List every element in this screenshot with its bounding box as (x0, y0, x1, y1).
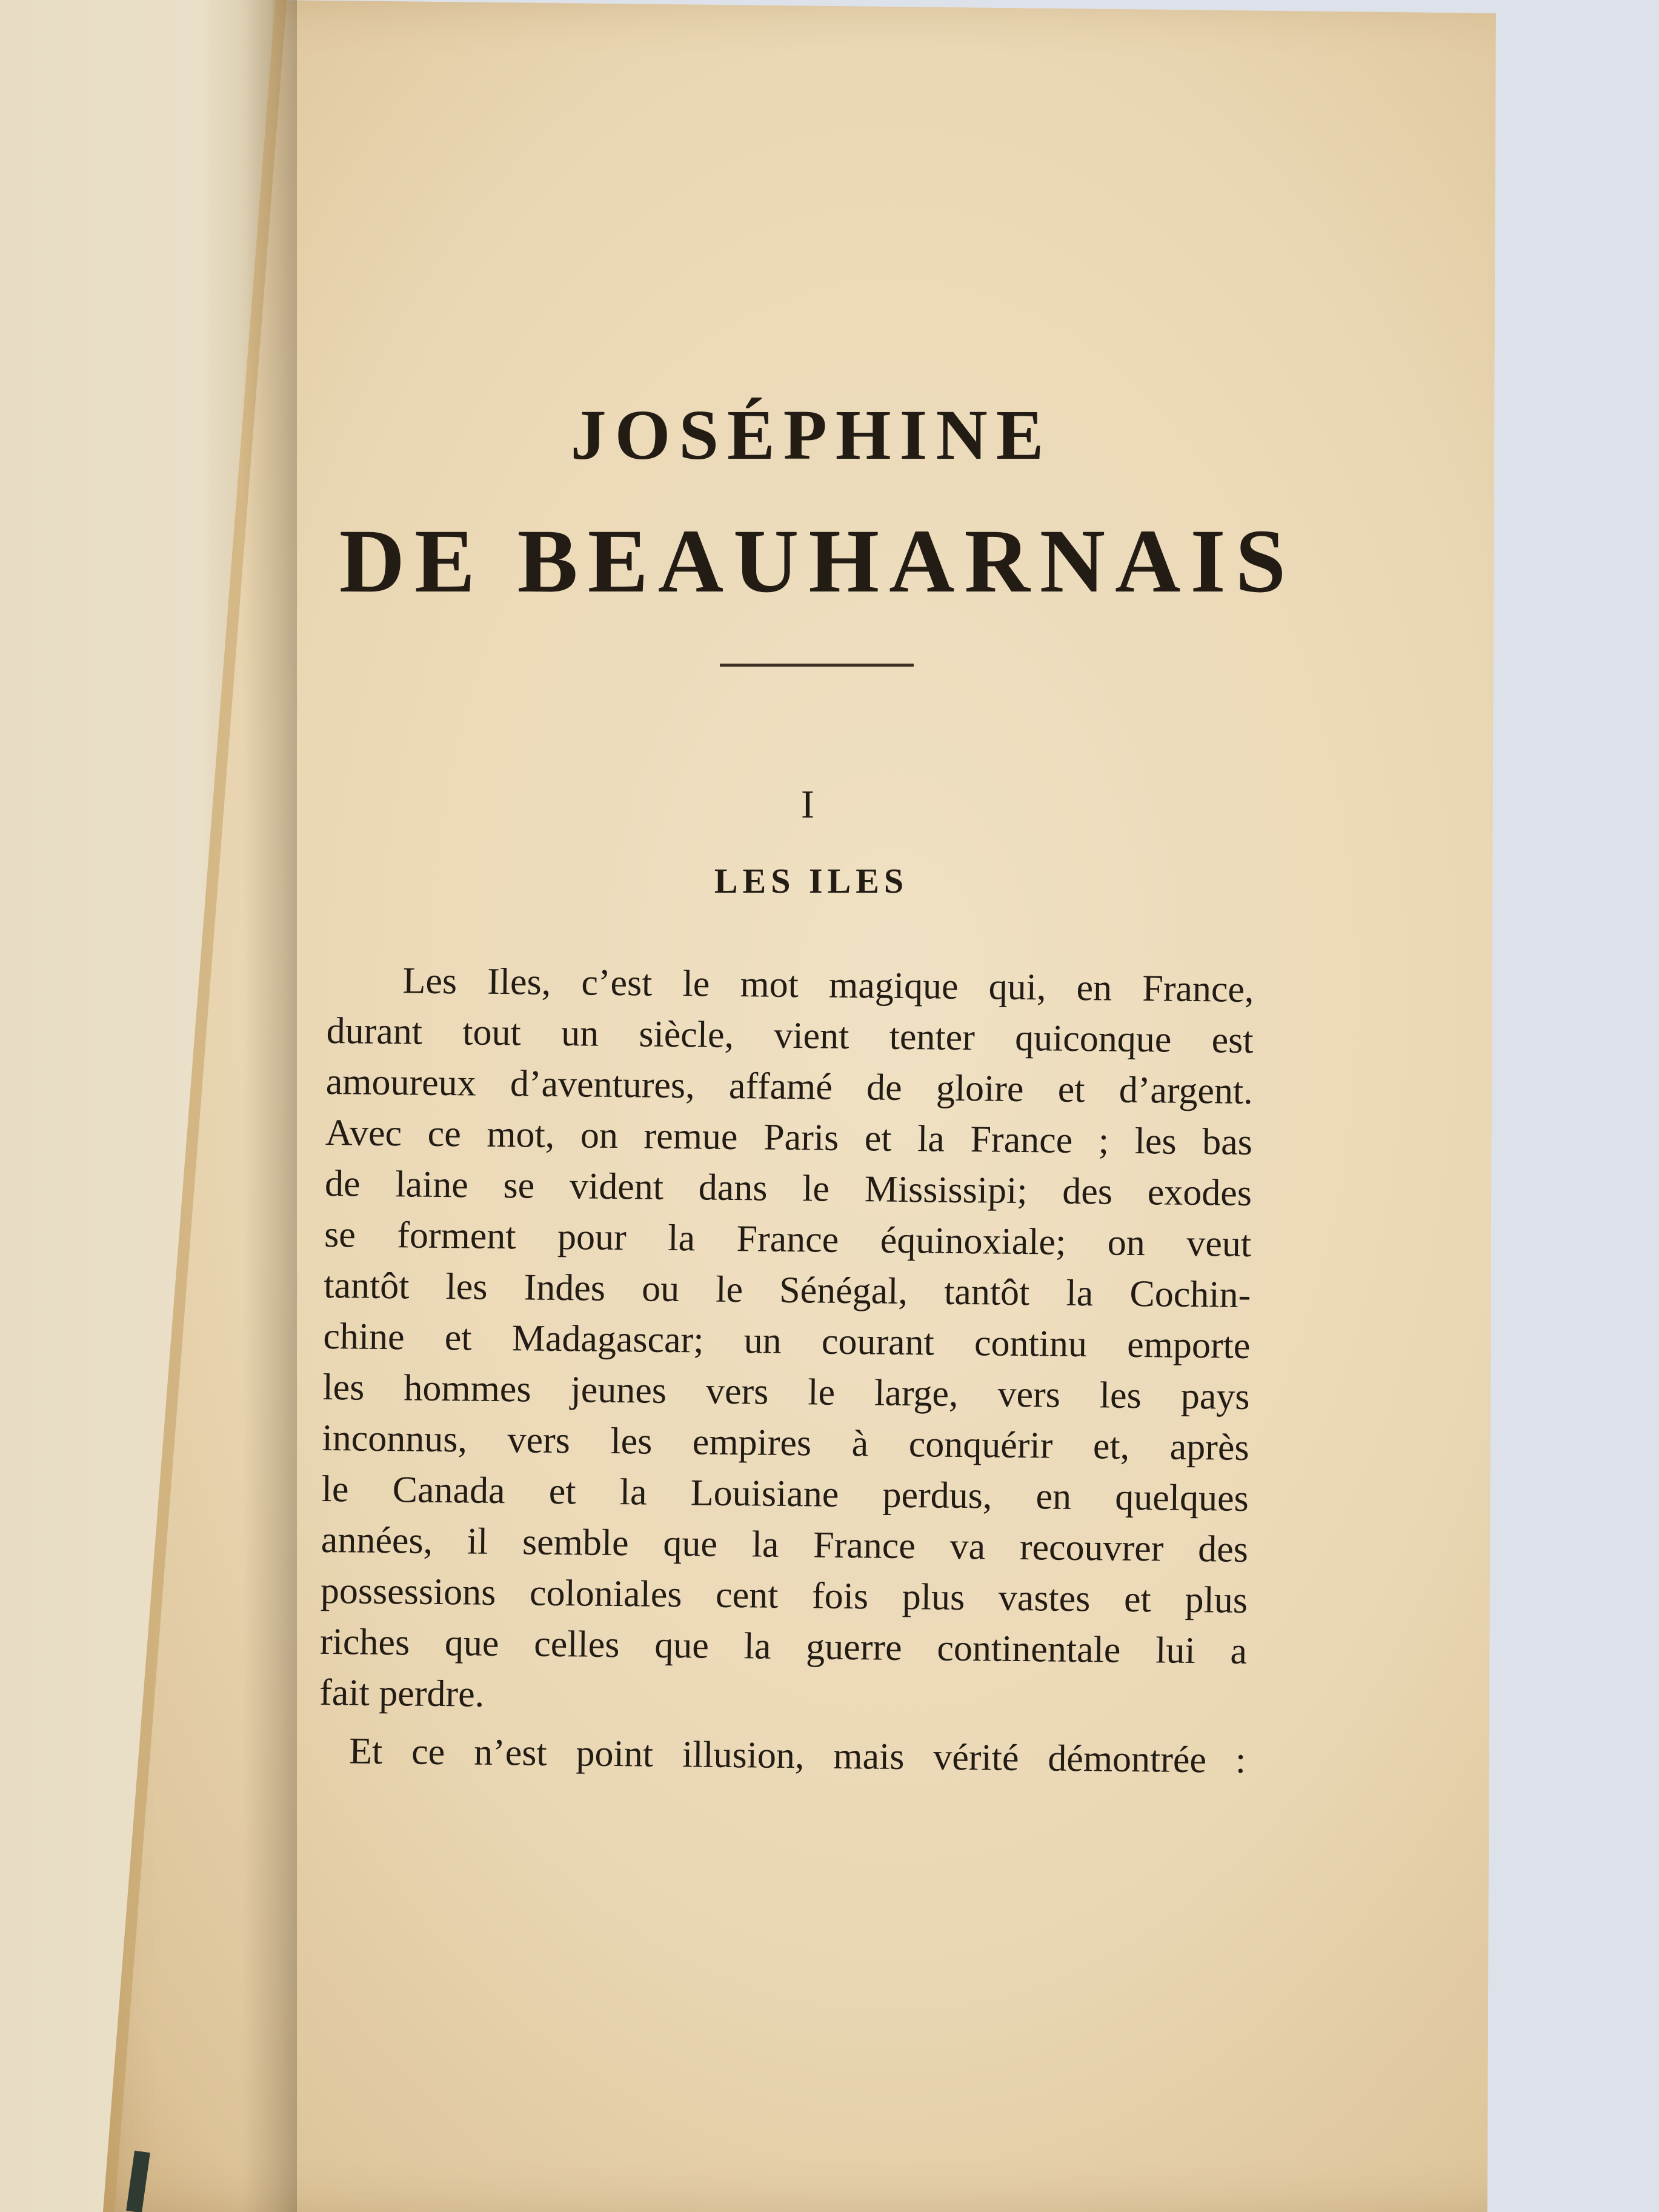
text-line: se forment pour la France équinoxiale; on veut (324, 1213, 1252, 1265)
text-line: tantôt les Indes ou le Sénégal, tantôt la Cochin- (323, 1264, 1251, 1316)
book-title-line2: DE BEAUHARNAIS (339, 511, 1296, 611)
chapter-number: I (801, 782, 814, 827)
text-line: Avec ce mot, on remue Paris et la France ; les bas (325, 1111, 1253, 1164)
text-line: inconnus, vers les empires à conquérir et, après (322, 1417, 1249, 1468)
text-line: le Canada et la Louisiane perdus, en quelques (321, 1468, 1249, 1519)
book-title-line1: JOSÉPHINE (570, 395, 1052, 475)
text-line: amoureux d’aventures, affamé de gloire et d’argent. (325, 1061, 1254, 1113)
paragraph-2 (319, 1725, 1246, 1786)
book-gutter (242, 0, 297, 2212)
text-line: les hommes jeunes vers le large, vers les pays (322, 1366, 1250, 1417)
text-line: fait perdre. (319, 1671, 485, 1715)
title-divider (720, 664, 914, 667)
text-line: durant tout un siècle, vient tenter quiconque est (326, 1010, 1254, 1062)
text-line: chine et Madagascar; un courant continu emporte (323, 1315, 1251, 1367)
text-line: riches que celles que la guerre continentale lui a (319, 1621, 1248, 1672)
chapter-title: LES ILES (714, 861, 909, 901)
paragraph-1 (319, 954, 1254, 1728)
text-line: Et ce n’est point illusion, mais vérité démontrée : (348, 1730, 1246, 1781)
body-text (319, 954, 1254, 1786)
text-line: de laine se vident dans le Mississipi; des exodes (324, 1162, 1252, 1214)
text-line: Les Iles, c’est le mot magique qui, en France, (402, 960, 1254, 1011)
text-line: années, il semble que la France va recouvrer des (321, 1519, 1249, 1570)
text-line: possessions coloniales cent fois plus vastes et plus (320, 1570, 1248, 1621)
